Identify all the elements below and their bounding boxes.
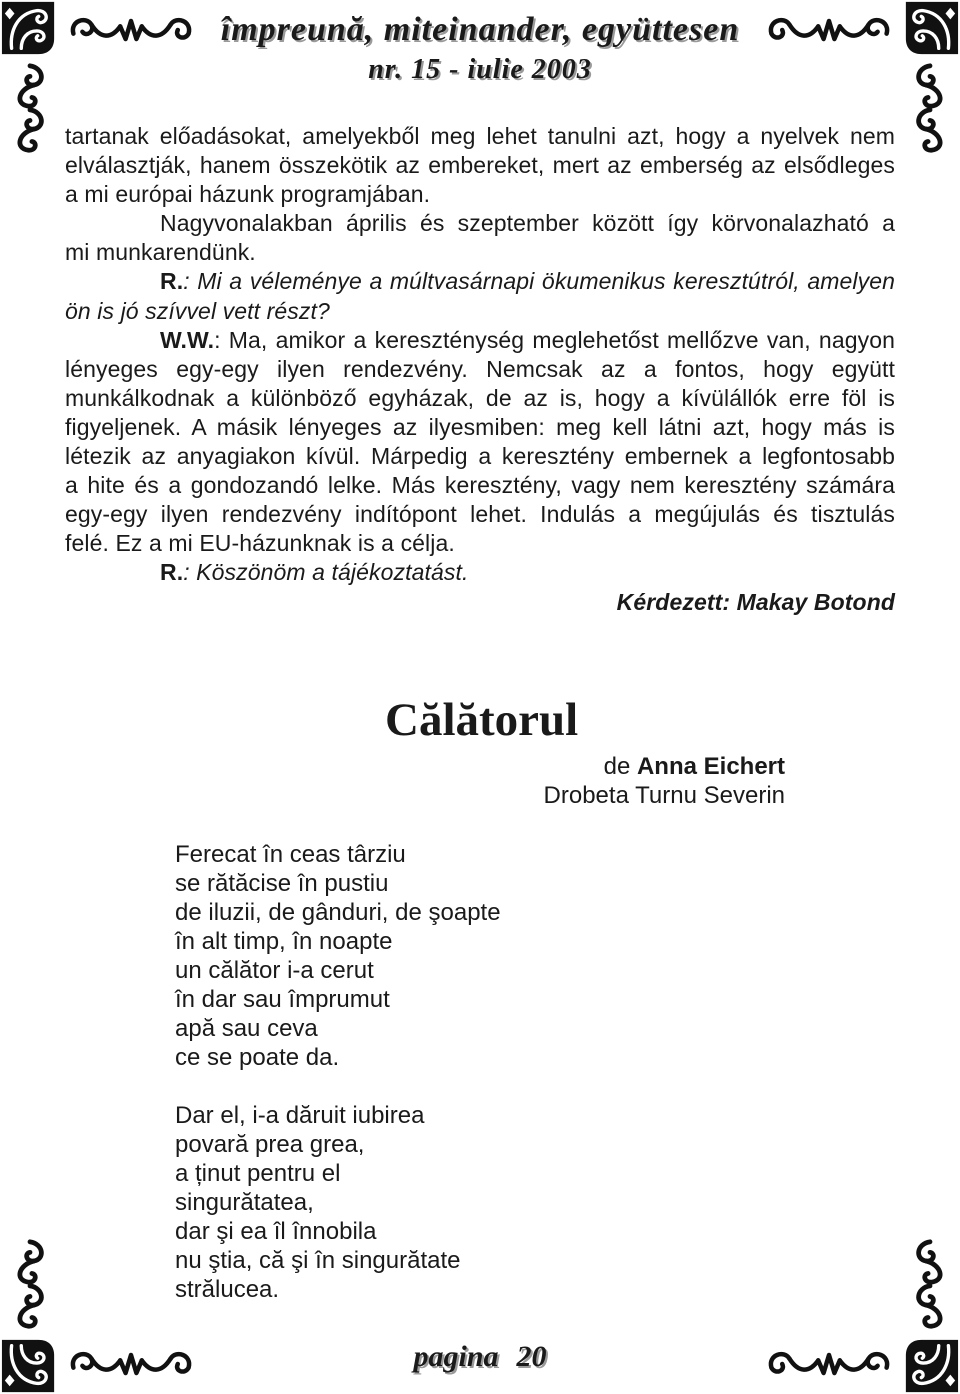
verse-line: Ferecat în ceas târziu — [175, 841, 406, 868]
issue-date: nr. 15 - iulie 2003 — [368, 54, 592, 85]
poem-byline — [544, 752, 785, 810]
stanza — [175, 1101, 501, 1304]
answer-line: a hite és a gondozandó lelke. Más keresztény, vagy nem keresztény számára — [65, 472, 895, 499]
verse-line: Dar el, i-a dăruit iubirea — [175, 1102, 425, 1129]
verse-line: povară prea grea, — [175, 1131, 365, 1158]
page-label: pagina — [413, 1340, 499, 1373]
page-footer — [0, 1337, 960, 1377]
poem-title: Călătorul — [385, 694, 579, 746]
answer-line: figyeljenek. A másik lényeges az ilyesmiben: meg kell látni azt, hogy más is — [65, 413, 895, 440]
verse-line: apă sau ceva — [175, 1015, 318, 1042]
verse-line: în alt timp, în noapte — [175, 928, 393, 955]
author-name: Anna Eichert — [636, 753, 785, 780]
verse-line: a ținut pentru el — [175, 1160, 341, 1187]
verse-line: ce se poate da. — [175, 1044, 340, 1071]
verse-line: se rătăcise în pustiu — [175, 870, 389, 897]
question-line: ön is jó szívvel vett részt? — [65, 297, 330, 324]
speaker-label: R. — [160, 268, 184, 295]
closing-text: : Köszönöm a tájékoztatást. — [183, 559, 469, 586]
answer-line — [65, 326, 895, 355]
verse-line: de iluzii, de gânduri, de şoapte — [175, 899, 501, 926]
verse-line: dar şi ea îl înnobila — [175, 1218, 377, 1245]
poem-body — [175, 840, 501, 1304]
verse-line: singurătatea, — [175, 1189, 314, 1216]
stanza — [175, 840, 501, 1072]
author-location: Drobeta Turnu Severin — [543, 782, 785, 809]
text-line: Nagyvonalakban április és szeptember között így körvonalazható a — [160, 210, 895, 237]
verse-line: nu ştia, că şi în singurătate — [175, 1247, 461, 1274]
answer-text: : Ma, amikor a kereszténység meglehetőst mellőzve van, nagyon — [214, 326, 895, 353]
text-line: tartanak előadásokat, amelyekből meg lehet tanulni azt, hogy a nyelvek nem — [65, 123, 895, 149]
text-line: mi munkarendünk. — [65, 239, 256, 266]
closing-line — [65, 558, 895, 587]
author-line — [544, 752, 785, 781]
text-line: elválasztják, hanem összekötik az embereket, mert az emberség az elsődleges — [65, 152, 895, 179]
answer-line: munkálkodnak a különböző egyházak, de az is, hogy a kívülállók erre föl is — [65, 384, 895, 411]
verse-line: în dar sau împrumut — [175, 986, 390, 1013]
interview-text — [65, 122, 895, 617]
speaker-label: R. — [160, 559, 184, 586]
answer-line: egy-egy ilyen rendezvény indítópont lehet. Indulás a megújulás és tisztulás — [65, 501, 895, 528]
answer-line: lényeges egy-egy ilyen rendezvény. Nemcsak az a fontos, hogy együtt — [65, 355, 895, 382]
newsletter-title: împreună, miteinander, együttesen — [220, 11, 740, 48]
question-line — [65, 267, 895, 296]
side-scroll-icon — [919, 1242, 941, 1326]
answer-line: létezik az anyagiakon kívül. Márpedig a keresztény embernek a legfontosabb — [65, 443, 895, 470]
question-text: : Mi a véleménye a múltvasárnapi ökumenikus keresztútról, amelyen — [183, 268, 895, 295]
speaker-label: W.W. — [160, 326, 215, 353]
verse-line: un călător i-a cerut — [175, 957, 374, 984]
byline-prefix: de — [603, 753, 631, 780]
answer-line: felé. Ez a mi EU-házunknak is a célja. — [65, 530, 455, 557]
side-scroll-icon — [20, 1242, 42, 1326]
verse-line: strălucea. — [175, 1276, 280, 1303]
page-number: 20 — [516, 1340, 547, 1373]
interviewer-credit: Kérdezett: Makay Botond — [616, 588, 895, 615]
text-line: a mi európai házunk programjában. — [65, 181, 431, 208]
